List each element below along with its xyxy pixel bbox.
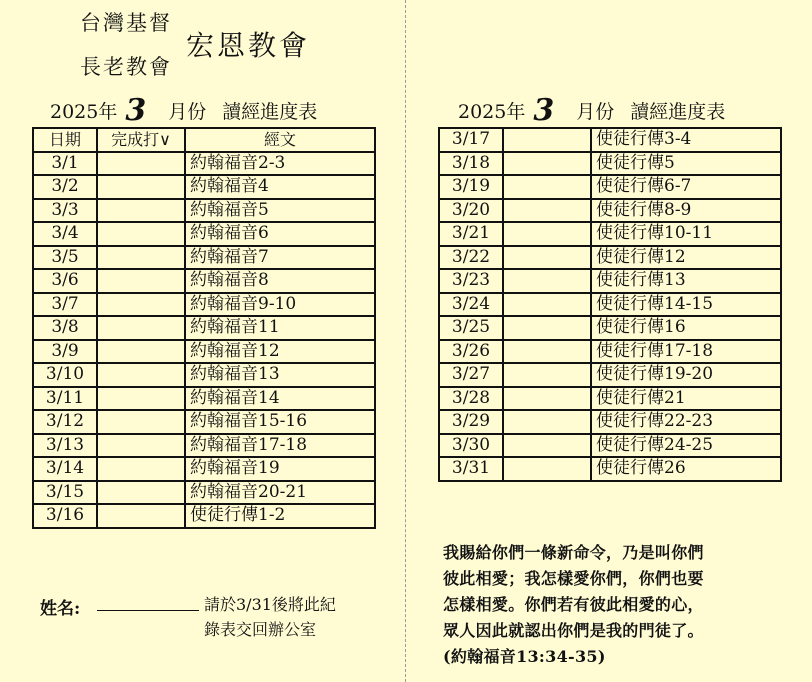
scripture-cell: 使徒行傳16 (591, 316, 781, 340)
scripture-cell: 約翰福音5 (185, 199, 375, 223)
date-cell: 3/23 (439, 269, 503, 293)
date-cell: 3/30 (439, 434, 503, 458)
scripture-cell: 約翰福音14 (185, 387, 375, 411)
date-cell: 3/31 (439, 457, 503, 481)
done-checkbox-cell[interactable] (97, 316, 185, 340)
date-cell: 3/7 (33, 293, 97, 317)
name-field[interactable] (97, 610, 199, 611)
scripture-cell: 使徒行傳6-7 (591, 175, 781, 199)
table-row (33, 504, 375, 528)
verse-line: 我賜給你們一條新命令，乃是叫你們 (443, 543, 704, 562)
date-cell: 3/6 (33, 269, 97, 293)
done-checkbox-cell[interactable] (97, 434, 185, 458)
table-row (439, 340, 781, 364)
schedule-year: 2025年 (458, 101, 526, 123)
done-checkbox-cell[interactable] (97, 504, 185, 528)
done-checkbox-cell[interactable] (97, 457, 185, 481)
scripture-cell: 使徒行傳19-20 (591, 363, 781, 387)
submit-note-line: 錄表交回辦公室 (204, 620, 317, 639)
date-cell: 3/15 (33, 481, 97, 505)
header-done: 完成打∨ (97, 128, 185, 152)
scripture-cell: 使徒行傳26 (591, 457, 781, 481)
date-cell: 3/18 (439, 152, 503, 176)
scripture-cell: 使徒行傳5 (591, 152, 781, 176)
scripture-cell: 約翰福音15-16 (185, 410, 375, 434)
scripture-cell: 約翰福音4 (185, 175, 375, 199)
date-cell: 3/13 (33, 434, 97, 458)
date-cell: 3/19 (439, 175, 503, 199)
table-row (33, 293, 375, 317)
date-cell: 3/29 (439, 410, 503, 434)
table-row (33, 316, 375, 340)
done-checkbox-cell[interactable] (503, 152, 591, 176)
scripture-cell: 使徒行傳22-23 (591, 410, 781, 434)
table-row (33, 152, 375, 176)
date-cell: 3/14 (33, 457, 97, 481)
done-checkbox-cell[interactable] (97, 387, 185, 411)
done-checkbox-cell[interactable] (97, 481, 185, 505)
reading-table-right (438, 127, 782, 482)
scripture-cell: 使徒行傳13 (591, 269, 781, 293)
done-checkbox-cell[interactable] (97, 363, 185, 387)
schedule-title: 讀經進度表 (630, 101, 726, 123)
schedule-month: 3 (125, 93, 147, 128)
scripture-cell: 約翰福音12 (185, 340, 375, 364)
table-row (439, 222, 781, 246)
done-checkbox-cell[interactable] (97, 410, 185, 434)
table-row (33, 434, 375, 458)
done-checkbox-cell[interactable] (503, 246, 591, 270)
table-row (439, 434, 781, 458)
table-row (33, 175, 375, 199)
table-row (439, 246, 781, 270)
done-checkbox-cell[interactable] (97, 246, 185, 270)
date-cell: 3/17 (439, 128, 503, 152)
table-row (439, 152, 781, 176)
verse-line: 怎樣相愛。你們若有彼此相愛的心， (443, 595, 704, 614)
table-row (439, 175, 781, 199)
table-row (439, 363, 781, 387)
header-scripture: 經文 (185, 128, 375, 152)
date-cell: 3/1 (33, 152, 97, 176)
church-denomination-line2: 長老教會 (80, 55, 172, 79)
scripture-cell: 約翰福音2-3 (185, 152, 375, 176)
table-row (33, 387, 375, 411)
scripture-cell: 約翰福音11 (185, 316, 375, 340)
scripture-cell: 約翰福音19 (185, 457, 375, 481)
done-checkbox-cell[interactable] (97, 222, 185, 246)
done-checkbox-cell[interactable] (503, 434, 591, 458)
date-cell: 3/25 (439, 316, 503, 340)
date-cell: 3/2 (33, 175, 97, 199)
scripture-cell: 使徒行傳8-9 (591, 199, 781, 223)
table-row (33, 363, 375, 387)
submit-note-line: 請於3/31後將此紀 (204, 595, 336, 614)
done-checkbox-cell[interactable] (503, 457, 591, 481)
done-checkbox-cell[interactable] (503, 363, 591, 387)
schedule-month: 3 (533, 93, 555, 128)
date-cell: 3/22 (439, 246, 503, 270)
scripture-cell: 約翰福音6 (185, 222, 375, 246)
scripture-cell: 約翰福音8 (185, 269, 375, 293)
scripture-cell: 使徒行傳14-15 (591, 293, 781, 317)
table-row (439, 199, 781, 223)
done-checkbox-cell[interactable] (503, 293, 591, 317)
table-row (439, 316, 781, 340)
done-checkbox-cell[interactable] (97, 199, 185, 223)
table-row (439, 410, 781, 434)
bible-verse (443, 540, 788, 670)
date-cell: 3/27 (439, 363, 503, 387)
done-checkbox-cell[interactable] (503, 175, 591, 199)
done-checkbox-cell[interactable] (503, 269, 591, 293)
done-checkbox-cell[interactable] (503, 128, 591, 152)
table-row (33, 410, 375, 434)
date-cell: 3/4 (33, 222, 97, 246)
table-row (33, 481, 375, 505)
center-fold-divider (405, 0, 406, 682)
reading-table-left (32, 127, 376, 529)
scripture-cell: 約翰福音9-10 (185, 293, 375, 317)
date-cell: 3/9 (33, 340, 97, 364)
verse-reference: (約翰福音13:34-35) (443, 647, 606, 666)
date-cell: 3/26 (439, 340, 503, 364)
verse-line: 眾人因此就認出你們是我的門徒了。 (443, 621, 704, 640)
done-checkbox-cell[interactable] (503, 199, 591, 223)
submit-note (204, 592, 374, 642)
date-cell: 3/16 (33, 504, 97, 528)
date-cell: 3/21 (439, 222, 503, 246)
date-cell: 3/8 (33, 316, 97, 340)
done-checkbox-cell[interactable] (503, 340, 591, 364)
schedule-heading-right (458, 93, 726, 128)
done-checkbox-cell[interactable] (503, 316, 591, 340)
date-cell: 3/24 (439, 293, 503, 317)
church-denomination-line1: 台灣基督 (80, 11, 172, 35)
church-name: 宏恩教會 (186, 29, 311, 62)
done-checkbox-cell[interactable] (97, 340, 185, 364)
table-row (33, 269, 375, 293)
done-checkbox-cell[interactable] (503, 410, 591, 434)
date-cell: 3/11 (33, 387, 97, 411)
scripture-cell: 使徒行傳1-2 (185, 504, 375, 528)
date-cell: 3/12 (33, 410, 97, 434)
verse-line: 彼此相愛；我怎樣愛你們，你們也要 (443, 569, 704, 588)
schedule-year: 2025年 (50, 101, 118, 123)
table-row (33, 246, 375, 270)
date-cell: 3/3 (33, 199, 97, 223)
table-row (33, 199, 375, 223)
scripture-cell: 使徒行傳17-18 (591, 340, 781, 364)
done-checkbox-cell[interactable] (97, 152, 185, 176)
schedule-month-label: 月份 (576, 101, 615, 123)
done-checkbox-cell[interactable] (503, 222, 591, 246)
date-cell: 3/10 (33, 363, 97, 387)
scripture-cell: 使徒行傳12 (591, 246, 781, 270)
scripture-cell: 使徒行傳10-11 (591, 222, 781, 246)
table-row (33, 340, 375, 364)
name-label: 姓名: (40, 599, 81, 619)
schedule-month-label: 月份 (168, 101, 207, 123)
schedule-title: 讀經進度表 (222, 101, 318, 123)
table-row (439, 387, 781, 411)
date-cell: 3/28 (439, 387, 503, 411)
done-checkbox-cell[interactable] (97, 175, 185, 199)
table-row (439, 457, 781, 481)
scripture-cell: 使徒行傳24-25 (591, 434, 781, 458)
scripture-cell: 約翰福音17-18 (185, 434, 375, 458)
table-header-row (33, 128, 375, 152)
date-cell: 3/5 (33, 246, 97, 270)
date-cell: 3/20 (439, 199, 503, 223)
table-row (33, 222, 375, 246)
table-row (33, 457, 375, 481)
header-date: 日期 (33, 128, 97, 152)
done-checkbox-cell[interactable] (503, 387, 591, 411)
table-row (439, 128, 781, 152)
table-row (439, 293, 781, 317)
done-checkbox-cell[interactable] (97, 269, 185, 293)
scripture-cell: 約翰福音13 (185, 363, 375, 387)
done-checkbox-cell[interactable] (97, 293, 185, 317)
scripture-cell: 約翰福音7 (185, 246, 375, 270)
scripture-cell: 約翰福音20-21 (185, 481, 375, 505)
scripture-cell: 使徒行傳3-4 (591, 128, 781, 152)
scripture-cell: 使徒行傳21 (591, 387, 781, 411)
schedule-heading-left (50, 93, 318, 128)
table-row (439, 269, 781, 293)
